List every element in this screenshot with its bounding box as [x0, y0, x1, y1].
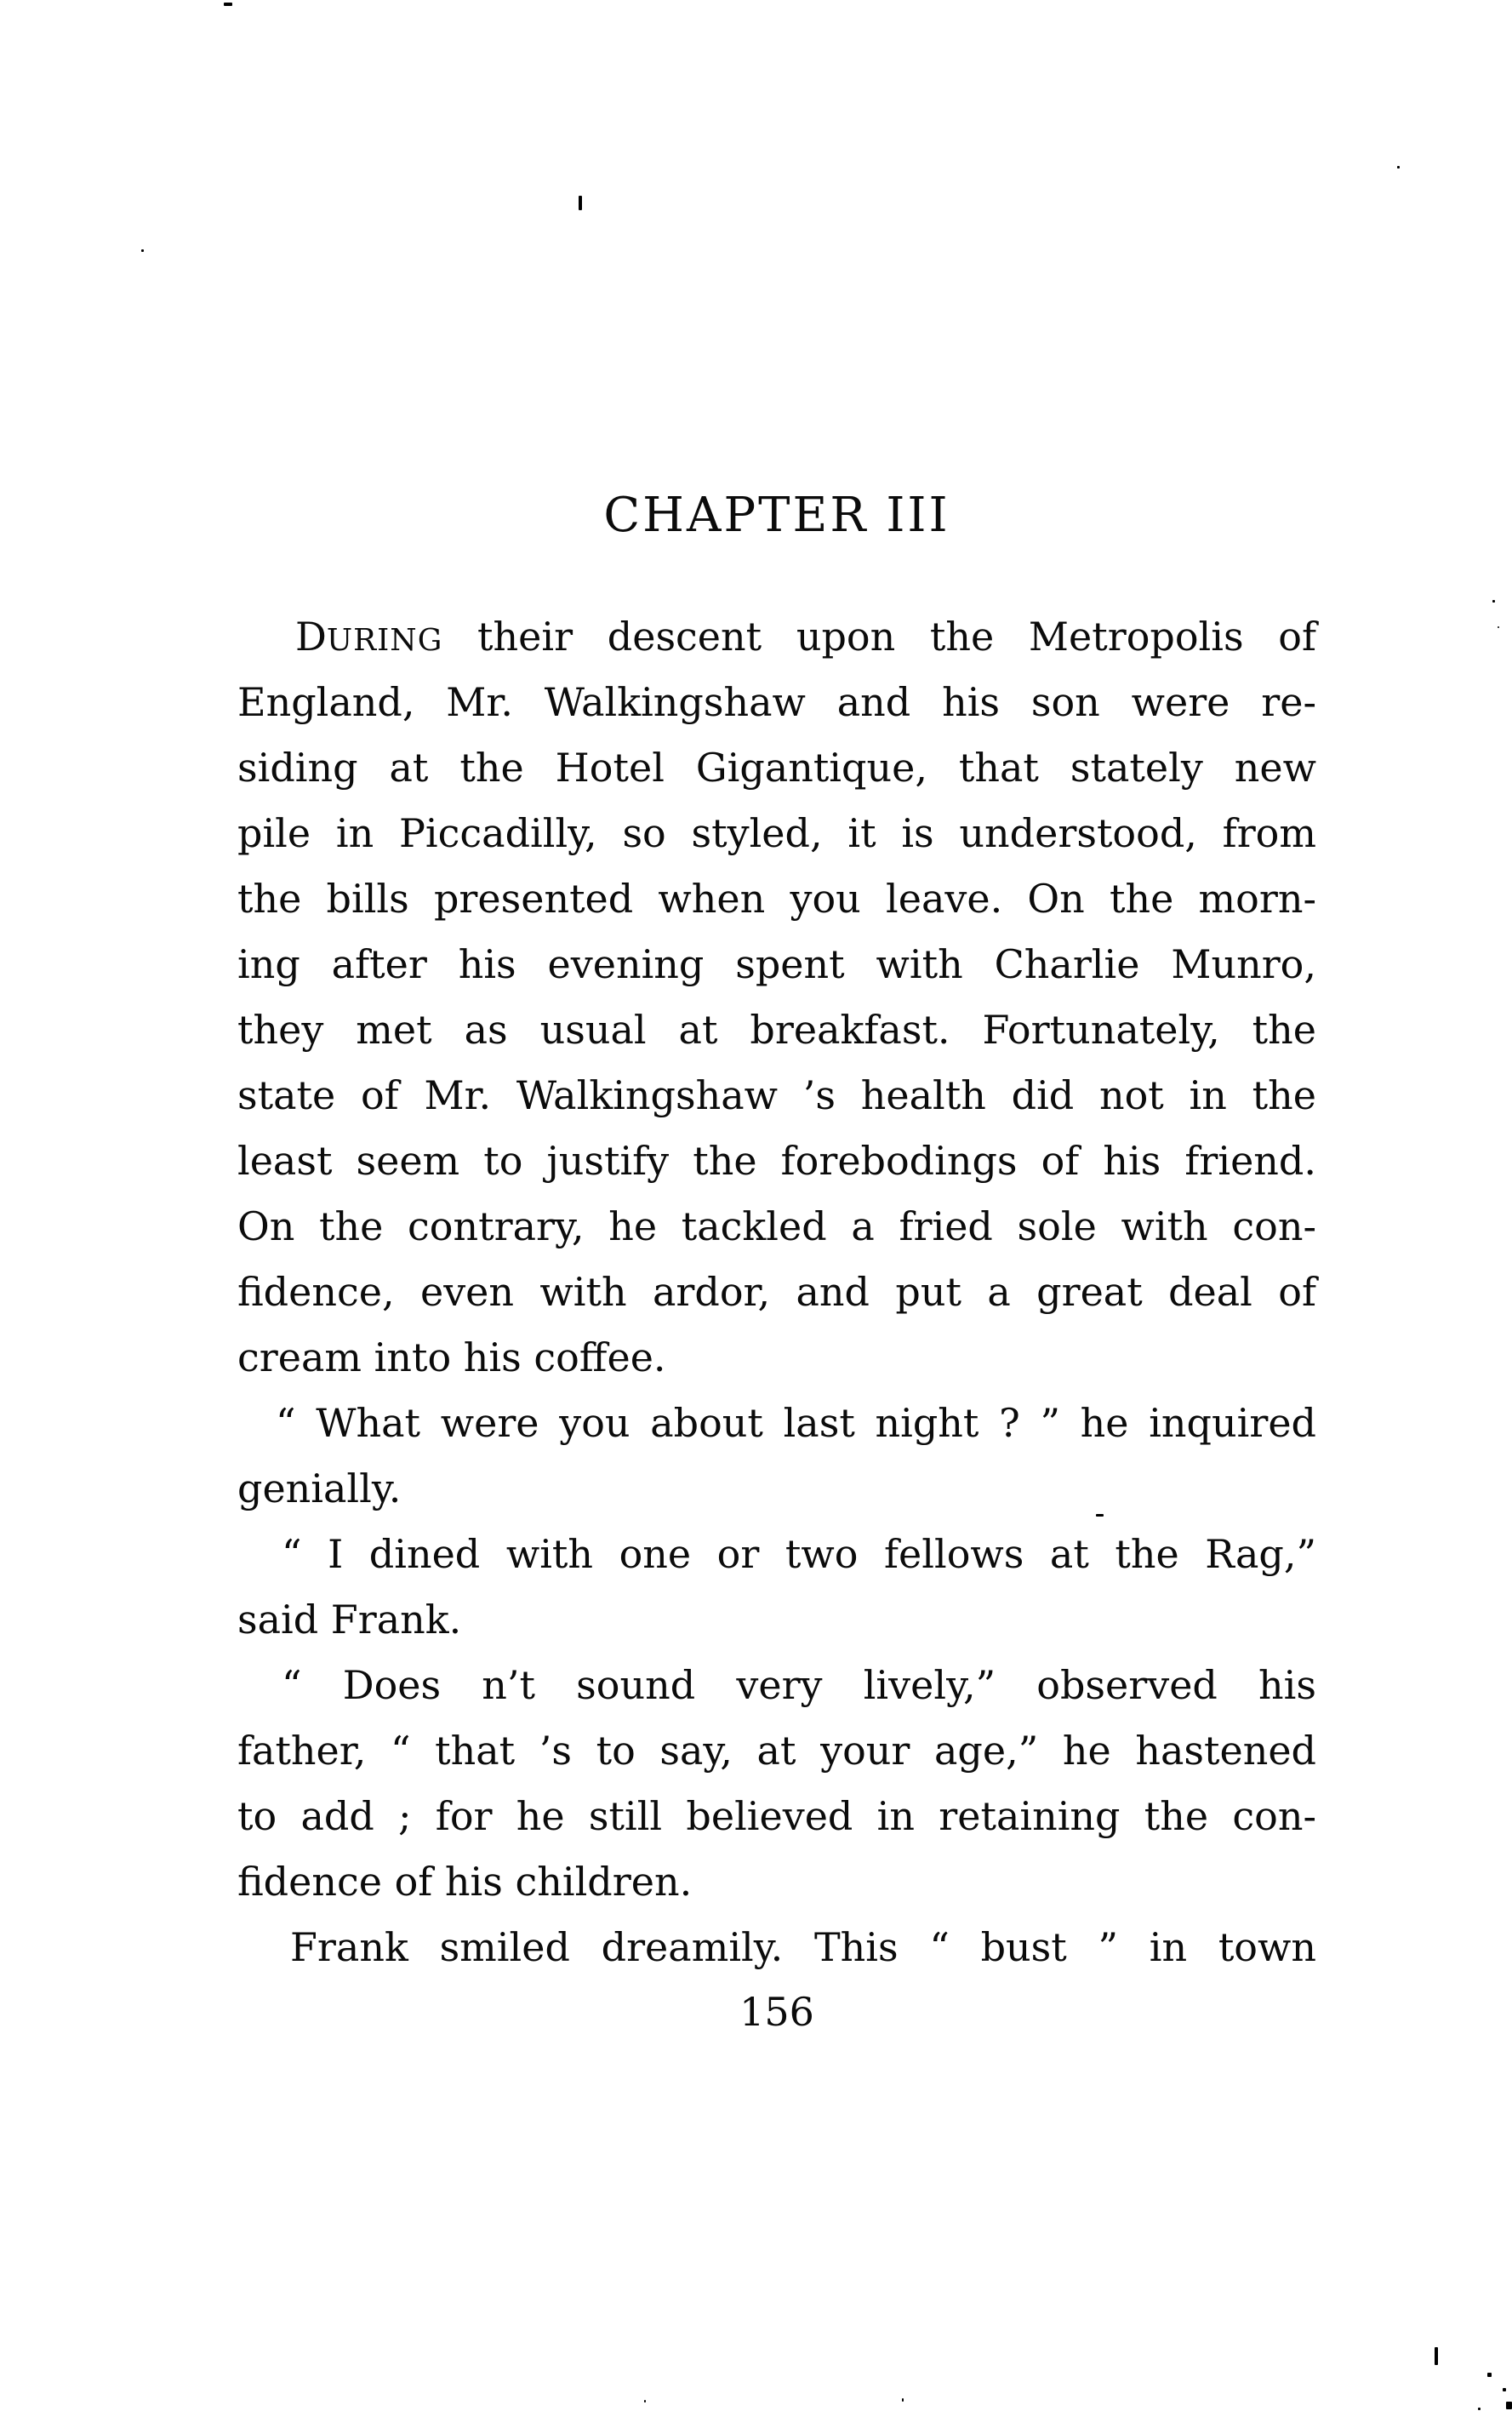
scan-speck — [1503, 2388, 1506, 2391]
scan-speck — [1498, 626, 1499, 628]
scan-speck — [1492, 600, 1495, 603]
scan-speck — [1506, 2402, 1512, 2409]
scan-speck — [224, 3, 232, 6]
text-line: “ I dined with one or two fellows at the Rag,” — [282, 1531, 1316, 1577]
text-line: fidence of his children. — [237, 1859, 693, 1905]
text-line: Frank smiled dreamily. This “ bust ” in town — [290, 1924, 1316, 1970]
text-line: father, “ that ’s to say, at your age,” he hastened — [237, 1728, 1316, 1774]
scan-speck — [902, 2398, 904, 2402]
chapter-heading: CHAPTER III — [603, 488, 950, 543]
text-line: DURING their descent upon the Metropolis of — [295, 614, 1316, 660]
scan-speck — [141, 249, 144, 252]
text-line: siding at the Hotel Gigantique, that stately new — [237, 745, 1316, 791]
text-line: “ Does n’t sound very lively,” observed his — [282, 1662, 1316, 1708]
text-line: least seem to justify the forebodings of his friend. — [237, 1138, 1316, 1184]
scan-speck — [1096, 1514, 1104, 1517]
text-line: cream into his coffee. — [237, 1334, 666, 1380]
text-line: they met as usual at breakfast. Fortunately, the — [237, 1007, 1316, 1053]
text-line: the bills presented when you leave. On the morn- — [237, 876, 1316, 922]
scan-speck — [1435, 2347, 1438, 2365]
text-line: to add ; for he still believed in retaining the con- — [237, 1793, 1316, 1839]
text-line: “ What were you about last night ? ” he inquired — [276, 1400, 1316, 1446]
page-number: 156 — [739, 1989, 814, 2035]
text-line: England, Mr. Walkingshaw and his son were re- — [237, 679, 1316, 725]
text-line: genially. — [237, 1465, 402, 1511]
body-text-block — [237, 604, 1316, 1980]
text-line: pile in Piccadilly, so styled, it is understood, from — [237, 810, 1316, 856]
text-line: fidence, even with ardor, and put a great deal of — [237, 1269, 1316, 1315]
text-line: ing after his evening spent with Charlie Munro, — [237, 941, 1316, 987]
scan-speck — [579, 196, 582, 210]
text-line: state of Mr. Walkingshaw ’s health did not in the — [237, 1072, 1316, 1118]
text-line: On the contrary, he tackled a fried sole with con- — [237, 1203, 1316, 1249]
scan-speck — [1487, 2373, 1492, 2377]
scan-speck — [1397, 166, 1400, 169]
scan-speck — [644, 2400, 646, 2402]
scan-speck — [1478, 2408, 1481, 2410]
text-line: said Frank. — [237, 1597, 462, 1643]
